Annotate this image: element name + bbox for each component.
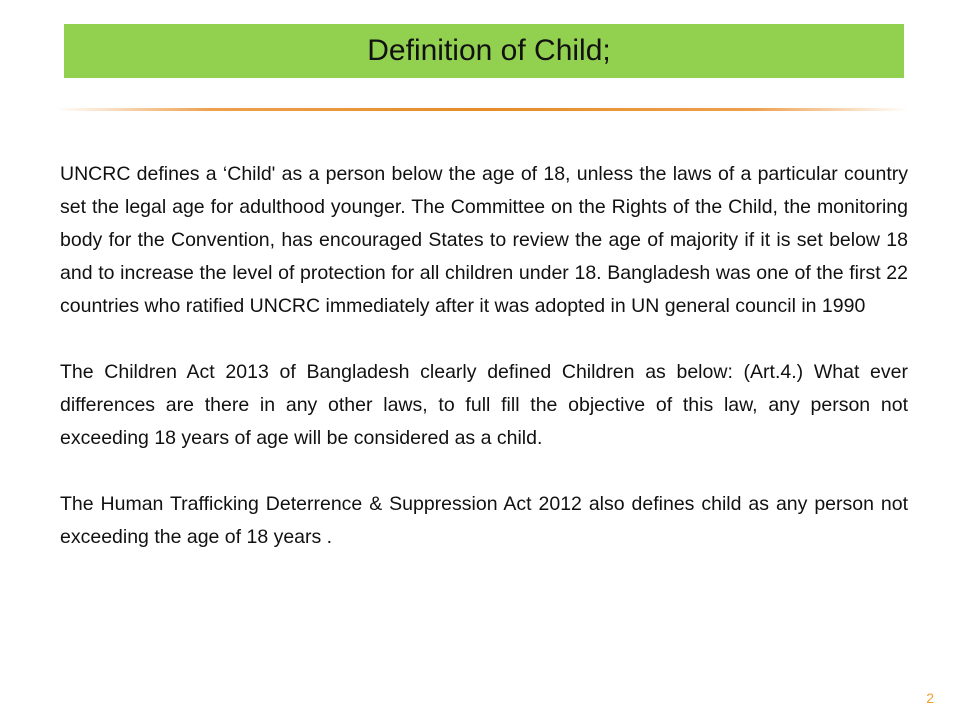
paragraph-uncrc-definition: UNCRC defines a ‘Child' as a person below the age of 18, unless the laws of a particular country set the legal age for adulthood younger. The Committee on the Rights of the Child, the monitoring body for the Convention, has encouraged States to review the age of majority if it is set below 18 and to increase the level of protection for all children under 18. Bangladesh was one of the first 22 countries who ratified UNCRC immediately after it was adopted in UN general council in 1990 [60, 163, 908, 317]
page-number: 2 [926, 690, 934, 706]
title-banner [64, 24, 904, 78]
slide-title: Definition of Child; [367, 34, 611, 67]
paragraph-children-act: The Children Act 2013 of Bangladesh clearly defined Children as below: (Art.4.) What ever differences are there in any other laws, to full fill the objective of this law, any person not exceeding 18 years of age will be considered as a child. [60, 361, 908, 449]
title-divider [56, 108, 908, 111]
paragraph-trafficking-act: The Human Trafficking Deterrence & Suppression Act 2012 also defines child as any person not exceeding the age of 18 years . [60, 493, 908, 548]
slide-body [60, 158, 908, 587]
